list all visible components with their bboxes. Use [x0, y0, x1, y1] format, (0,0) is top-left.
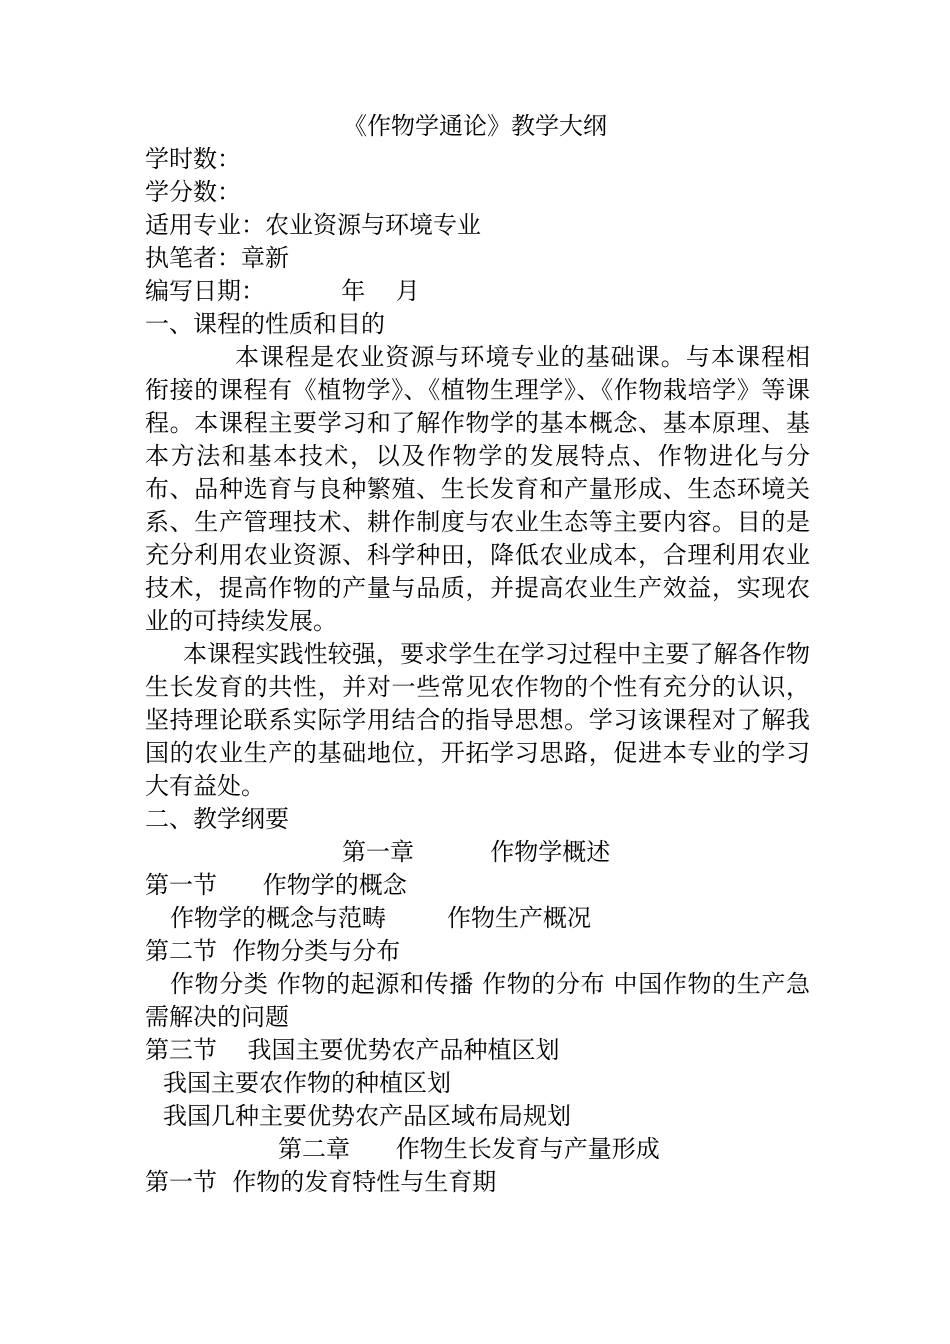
- section-items: 作物学的概念与范畴 作物生产概况: [170, 904, 592, 932]
- section-item: 我国几种主要优势农产品区域布局规划: [163, 1102, 571, 1130]
- section-heading: 二、教学纲要: [145, 805, 289, 833]
- chapter-title: 第二章 作物生长发育与产量形成: [278, 1135, 660, 1163]
- section-title: 第一节 作物学的概念: [145, 871, 407, 899]
- section-item: 我国主要农作物的种植区划: [163, 1069, 451, 1097]
- section-title: 第二节 作物分类与分布: [145, 937, 401, 965]
- section-items: 作物分类 作物的起源和传播 作物的分布 中国作物的生产急需解决的问题: [145, 970, 810, 1031]
- section-title: 第一节 作物的发育特性与生育期: [145, 1168, 497, 1196]
- section-title: 第三节 我国主要优势农产品种植区划: [145, 1036, 560, 1064]
- section-heading: 一、课程的性质和目的: [145, 310, 385, 338]
- date-field: 编写日期： 年 月: [145, 277, 420, 305]
- document-title: 《作物学通论》教学大纲: [343, 112, 607, 140]
- credits-field: 学分数：: [145, 178, 241, 206]
- hours-field: 学时数：: [145, 145, 241, 173]
- author-field: 执笔者：章新: [145, 244, 289, 272]
- course-practice-paragraph: 本课程实践性较强，要求学生在学习过程中主要了解各作物生长发育的共性，并对一些常见农作物的个性有充分的认识，坚持理论联系实际学用结合的指导思想。学习该课程对了解我国的农业生产的基础地位，开拓学习思路，促进本专业的学习大有益处。: [145, 640, 810, 800]
- major-field: 适用专业：农业资源与环境专业: [145, 211, 481, 239]
- course-purpose-paragraph: 本课程是农业资源与环境专业的基础课。与本课程相衔接的课程有《植物学》、《植物生理学》、《作物栽培学》等课程。本课程主要学习和了解作物学的基本概念、基本原理、基本方法和基本技术，以及作物学的发展特点、作物进化与分布、品种选育与良种繁殖、生长发育和产量形成、生态环境关系、生产管理技术、耕作制度与农业生态等主要内容。目的是充分利用农业资源、科学种田，降低农业成本，合理利用农业技术，提高作物的产量与品质，并提高农业生产效益，实现农业的可持续发展。: [145, 343, 810, 635]
- chapter-title: 第一章 作物学概述: [342, 838, 611, 866]
